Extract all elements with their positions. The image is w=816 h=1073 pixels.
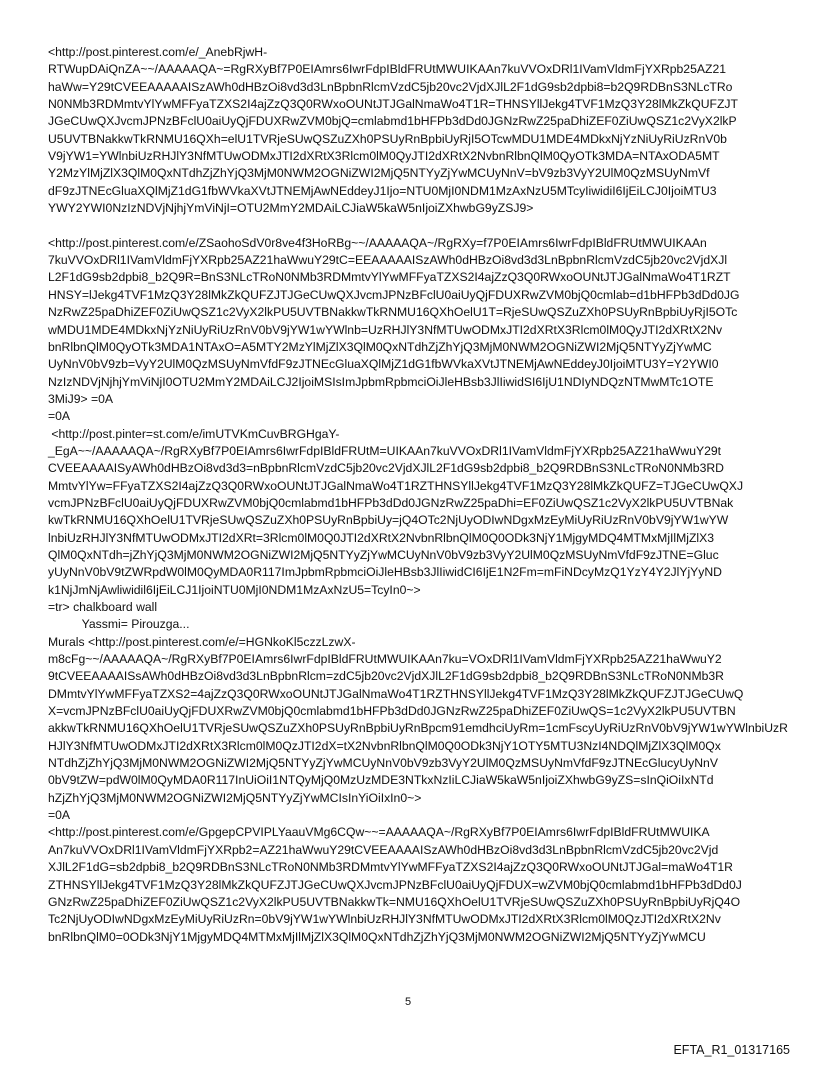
text-line: CVEEAAAAISyAWh0dHBzOi8vd3d3=nBpbnRlcmVzdC5jb20vc2VjdXJlL2F1dG9sb2dpbi8_b2Q9RDBnS3NLcTRoN0NMb3RD xyxy=(48,461,724,476)
text-line: YWY2YWI0NzIzNDVjNjhjYmViNjI=OTU2MmY2MDAiLCJiaW5kaW5nIjoiZXhwbG9yZSJ9> xyxy=(48,201,534,216)
text-line: vcmJPNzBFclU0aiUyQjFDUXRwZVM0bjQ0cmlabmd1bHFPb3dDd0JGNzRwZ25paDhi=EF0ZiUwQSZ1c2VyX2lkPU5UVTBNak xyxy=(48,495,734,510)
text-line: V9jYW1=YWlnbiUzRHJlY3NfMTUwODMxJTI2dXRtX3Rlcm0lM0QyJTI2dXRtX2NvbnRlbnQlM0QyOTk3MDA=NTAxODA5MT xyxy=(48,149,720,164)
text-line: <http://post.pinterest.com/e/GpgepCPVIPLYaauVMg6CQw~~=AAAAAQA~/RgRXyBf7P0EIAmrs6IwrFdpIBldFRUtMWUIKA xyxy=(48,825,710,840)
text-line: lnbiUzRHJlY3NfMTUwODMxJTI2dXRt=3Rlcm0lM0Q0JTI2dXRtX2NvbnRlbnQlM0Q0ODk3NjY1MjgyMDQ4MTMxMjIlMjZlX3 xyxy=(48,530,715,545)
text-line: <http://post.pinterest.com/e/ZSaohoSdV0r8ve4f3HoRBg~~/AAAAAQA~/RgRXy=f7P0EIAmrs6IwrFdpIBldFRUtMWUIKAAn xyxy=(48,235,707,250)
text-line: X=vcmJPNzBFclU0aiUyQjFDUXRwZVM0bjQ0cmlabmd1bHFPb3dDd0JGNzRwZ25paDhiZEF0ZiUwQS=1c2VyX2lkPU5UVTBN xyxy=(48,704,736,719)
text-line: GNzRwZ25paDhiZEF0ZiUwQSZ1c2VyX2lkPU5UVTBNakkwTk=NMU16QXhOelU1TVRjeSUwQSZuZXh0PSUyRnBpbiUyRjQ4O xyxy=(48,894,741,909)
text-line: QlM0QxNTdh=jZhYjQ3MjM0NWM2OGNiZWI2MjQ5NTYyZjYwMCUyNnV0bV9zb3VyY2UlM0QzMSUyNmVfdF9zJTNE=Gluc xyxy=(48,547,719,562)
text-line: hZjZhYjQ3MjM0NWM2OGNiZWI2MjQ5NTYyZjYwMCIsInYiOiIxIn0~> xyxy=(48,790,422,805)
text-line: NzRwZ25paDhiZEF0ZiUwQSZ1c2VyX2lkPU5UVTBNakkwTkRNMU16QXhOelU1T=RjeSUwQSZuZXh0PSUyRnBpbiUyRjI5OTc xyxy=(48,305,738,320)
text-line: JGeCUwQXJvcmJPNzBFclU0aiUyQjFDUXRwZVM0bjQ=cmlabmd1bHFPb3dDd0JGNzRwZ25paDhiZEF0ZiUwQSZ1c2VyX2lkP xyxy=(48,114,737,129)
text-line: HJlY3NfMTUwODMxJTI2dXRtX3Rlcm0lM0QzJTI2dX=tX2NvbnRlbnQlM0Q0ODk3NjY1OTY5MTU3NzI4NDQlMjZlX3QlM0Qx xyxy=(48,738,721,753)
text-line: 3MiJ9> =0A xyxy=(48,391,114,406)
document-body xyxy=(48,44,788,946)
text-line: =tr> chalkboard wall xyxy=(48,600,158,614)
text-line: Tc2NjUyODIwNDgxMzEyMiUyRiUzRn=0bV9jYW1wYWlnbiUzRHJlY3NfMTUwODMxJTI2dXRtX3Rlcm0lM0QzJTI2dXRtX2Nv xyxy=(48,912,721,927)
text-line: Murals <http://post.pinterest.com/e/=HGNkoKl5czzLzwX- xyxy=(48,634,356,649)
text-line: haWw=Y29tCVEEAAAAAISzAWh0dHBzOi8vd3d3LnBpbnRlcmVzdC5jb20vc2VjdXJlL2F1dG9sb2dpbi8=b2Q9RDBnS3NLcTRo xyxy=(48,79,733,94)
text-line: UyNnV0bV9zb=VyY2UlM0QzMSUyNmVfdF9zJTNEcGluaXQlMjZ1dG1fbWVkaXVtJTNEMjAwNEddeyJ0IjoiMTU3Y=Y2YWI0 xyxy=(48,357,719,372)
text-line: bnRlbnQlM0QyOTk3MDA1NTAxO=A5MTY2MzYlMjZlX3QlM0QxNTdhZjZhYjQ3MjM0NWM2OGNiZWI2MjQ5NTYyZjYwMC xyxy=(48,339,712,354)
text-line: 7kuVVOxDRl1IVamVldmFjYXRpb25AZ21haWwuY29tC=EEAAAAAISzAWh0dHBzOi8vd3d3LnBpbnRlcmVzdC5jb20vc2VjdXJl xyxy=(48,253,728,268)
text-line: ZTHNSYllJekg4TVF1MzQ3Y28lMkZkQUFZJTJGeCUwQXJvcmJPNzBFclU0aiUyQjFDUX=wZVM0bjQ0cmlabmd1bHFPb3dDd0J xyxy=(48,877,742,892)
text-line: XJlL2F1dG=sb2dpbi8_b2Q9RDBnS3NLcTRoN0NMb3RDMmtvYlYwMFFyaTZXS2I4ajZzQ3Q0RWxoOUNtJTJGal=maWo4T1R xyxy=(48,860,733,875)
text-line: kwTkRNMU16QXhOelU1TVRjeSUwQSZuZXh0PSUyRnBpbiUy=jQ4OTc2NjUyODIwNDgxMzEyMiUyRiUzRnV0bV9jYW1wYW xyxy=(48,513,729,528)
text-line: 0bV9tZW=pdW0lM0QyMDA0R117InUiOiI1NTQyMjQ0MzUzMDE3NTkxNzIiLCJiaW5kaW5nIjoiZXhwbG9yZS=sInQiOiIxNTd xyxy=(48,773,714,788)
text-line: NTdhZjZhYjQ3MjM0NWM2OGNiZWI2MjQ5NTYyZjYwMCUyNnV0bV9zb3VyY2UlM0QzMSUyNmVfdF9zJTNEcGlucyUyNnV xyxy=(48,756,718,771)
text-line: RTWupDAiQnZA~~/AAAAAQA~=RgRXyBf7P0EIAmrs6IwrFdpIBldFRUtMWUIKAAn7kuVVOxDRl1IVamVldmFjYXRpb25AZ21 xyxy=(48,62,726,77)
text-line: N0NMb3RDMmtvYlYwMFFyaTZXS2I4ajZzQ3Q0RWxoOUNtJTJGalNmaWo4T1R=THNSYllJekg4TVF1MzQ3Y28lMkZkQUFZJT xyxy=(48,97,738,112)
text-line: =0A xyxy=(48,409,71,424)
text-line: NzIzNDVjNjhjYmViNjI0OTU2MmY2MDAiLCJ2IjoiMSIsImJpbmRpbmciOiJleHBsb3JlIiwidSI6IjU1NDIyNDQzNTMwMTc1OTE xyxy=(48,374,714,389)
text-line: U5UVTBNakkwTkRNMU16QXh=elU1TVRjeSUwQSZuZXh0PSUyRnBpbiUyRjI5OTcwMDU1MDE4MDkxNjYzNiUyRiUzRnV0b xyxy=(48,131,727,146)
text-line: _EgA~~/AAAAAQA~/RgRXyBf7P0EIAmrs6IwrFdpIBldFRUtM=UIKAAn7kuVVOxDRl1IVamVldmFjYXRpb25AZ21haWwuY29t xyxy=(48,443,722,458)
text-line: L2F1dG9sb2dpbi8_b2Q9R=BnS3NLcTRoN0NMb3RDMmtvYlYwMFFyaTZXS2I4ajZzQ3Q0RWxoOUNtJTJGalNmaWo4T1RZT xyxy=(48,270,731,285)
page-number: 5 xyxy=(404,996,412,1008)
text-line: =0A xyxy=(48,808,71,823)
text-line: 9tCVEEAAAAISsAWh0dHBzOi8vd3d3LnBpbnRlcm=zdC5jb20vc2VjdXJlL2F1dG9sb2dpbi8_b2Q9RDBnS3NLcTRoN0NMb3R xyxy=(48,669,724,684)
text-line: <http://post.pinter=st.com/e/imUTVKmCuvBRGHgaY- xyxy=(48,426,340,441)
text-line: k1NjJmNjAwliwidil6IjEiLCJ1IjoiNTU0MjI0NDM1MzAxNzU5=TcyIn0~> xyxy=(48,582,421,597)
text-line: m8cFg~~/AAAAAQA~/RgRXyBf7P0EIAmrs6IwrFdpIBldFRUtMWUIKAAn7ku=VOxDRl1IVamVldmFjYXRpb25AZ21haWwuY2 xyxy=(48,652,722,667)
text-line: HNSY=lJekg4TVF1MzQ3Y28lMkZkQUFZJTJGeCUwQXJvcmJPNzBFclU0aiUyQjFDUXRwZVM0bjQ0cmlab=d1bHFPb3dDd0JG xyxy=(48,287,740,302)
text-line: MmtvYlYw=FFyaTZXS2I4ajZzQ3Q0RWxoOUNtJTJGalNmaWo4T1RZTHNSYllJekg4TVF1MzQ3Y28lMkZkQUFZ=TJGeCUwQXJ xyxy=(48,478,744,493)
text-line: bnRlbnQlM0=0ODk3NjY1MjgyMDQ4MTMxMjIlMjZlX3QlM0QxNTdhZjZhYjQ3MjM0NWM2OGNiZWI2MjQ5NTYyZjYwMCU xyxy=(48,929,706,944)
text-line: wMDU1MDE4MDkxNjYzNiUyRiUzRnV0bV9jYW1wYWlnb=UzRHJlY3NfMTUwODMxJTI2dXRtX3Rlcm0lM0QyJTI2dXRtX2Nv xyxy=(48,322,723,337)
text-line: An7kuVVOxDRl1IVamVldmFjYXRpb2=AZ21haWwuY29tCVEEAAAAISzAWh0dHBzOi8vd3d3LnBpbnRlcmVzdC5jb20vc2Vjd xyxy=(48,842,719,857)
text-line: dF9zJTNEcGluaXQlMjZ1dG1fbWVkaXVtJTNEMjAwNEddeyJ1Ijo=NTU0MjI0NDM1MzAxNzU5MTcyIiwidiI6IjEiLCJ0IjoiMTU3 xyxy=(48,183,717,198)
text-line xyxy=(48,217,788,234)
document-id-footer: EFTA_R1_01317165 xyxy=(673,1043,790,1057)
text-line: yUyNnV0bV9tZWRpdW0lM0QyMDA0R117ImJpbmRpbmciOiJleHBsb3JlIiwidCI6IjE1N2Fm=mFiNDcyMzQ1YzY4Y2JlYjYyND xyxy=(48,565,722,580)
text-line: <http://post.pinterest.com/e/_AnebRjwH- xyxy=(48,45,268,59)
text-line: Yassmi= Pirouzga... xyxy=(48,617,190,632)
text-line: akkwTkRNMU16QXhOelU1TVRjeSUwQSZuZXh0PSUyRnBpbiUyRnBpcm91emdhciUyRm=1cmFscyUyRiUzRnV0bV9jYW1wYWlnbiUzR xyxy=(48,721,788,736)
text-line: Y2MzYlMjZlX3QlM0QxNTdhZjZhYjQ3MjM0NWM2OGNiZWI2MjQ5NTYyZjYwMCUyNnV=bV9zb3VyY2UlM0QzMSUyNmVf xyxy=(48,166,710,181)
text-line: DMmtvYlYwMFFyaTZXS2=4ajZzQ3Q0RWxoOUNtJTJGalNmaWo4T1RZTHNSYllJekg4TVF1MzQ3Y28lMkZkQUFZJTJGeCUwQ xyxy=(48,686,744,701)
